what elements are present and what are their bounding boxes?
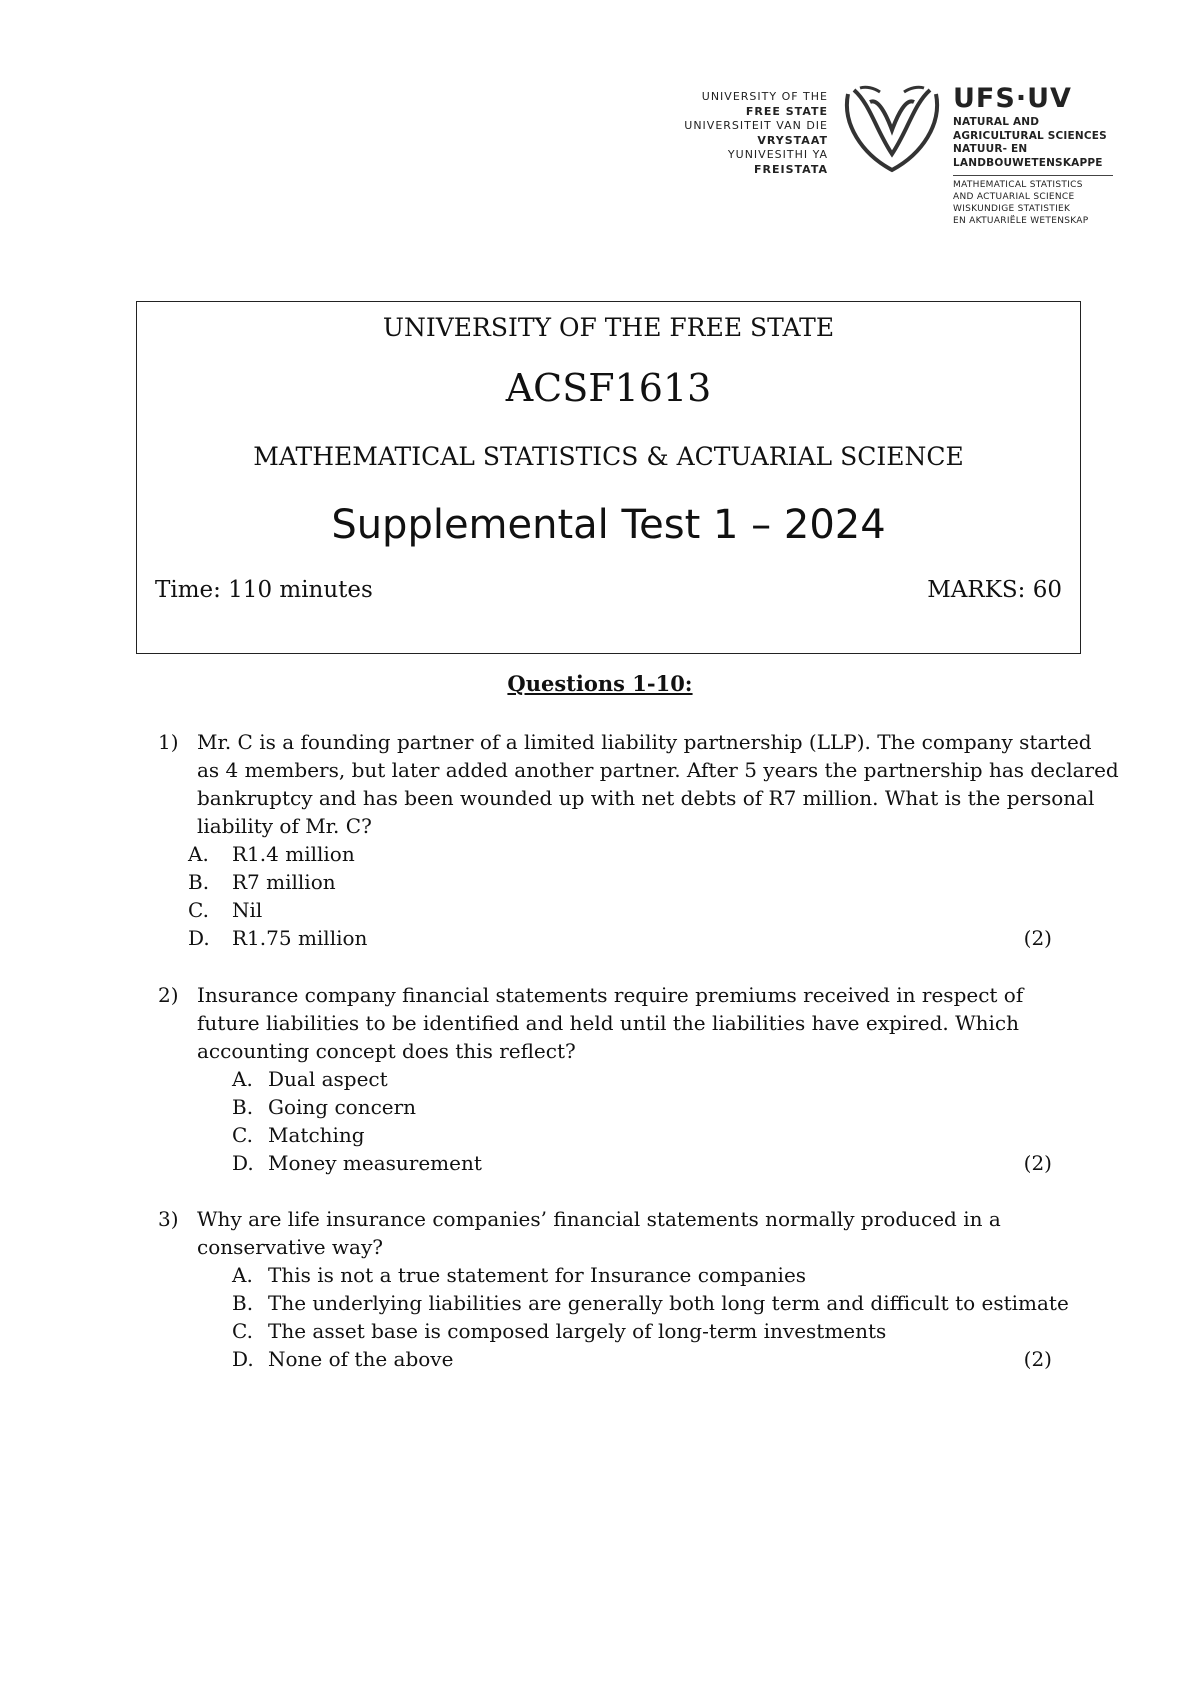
- question-marks: (2): [1023, 1347, 1052, 1371]
- question-text-line: accounting concept does this reflect?: [197, 1039, 576, 1063]
- logo-faculty-names: [953, 116, 1153, 170]
- option-letter: B.: [232, 1095, 254, 1119]
- title-box: [136, 301, 1081, 654]
- question-text-line: liability of Mr. C?: [197, 814, 372, 838]
- question-text-line: conservative way?: [197, 1235, 383, 1259]
- option-letter: D.: [188, 926, 210, 950]
- option-text: This is not a true statement for Insurance companies: [268, 1263, 807, 1287]
- option-letter: D.: [232, 1151, 254, 1175]
- option-letter: A.: [232, 1067, 253, 1091]
- option-text: Going concern: [268, 1095, 417, 1119]
- course-code: ACSF1613: [505, 366, 712, 410]
- option-letter: C.: [188, 898, 209, 922]
- option-text: R1.4 million: [232, 842, 355, 866]
- logo-department-names: [953, 179, 1153, 227]
- logo-left-line: UNIVERSITY OF THE: [701, 90, 828, 103]
- logo-faculty-line: AGRICULTURAL SCIENCES: [953, 129, 1107, 142]
- section-heading: Questions 1-10:: [507, 671, 693, 696]
- option-text: R7 million: [232, 870, 336, 894]
- logo-faculty-line: NATURAL AND: [953, 116, 1040, 128]
- option-text: Nil: [232, 898, 263, 922]
- logo-dept-line: WISKUNDIGE STATISTIEK: [953, 204, 1071, 214]
- question-number: 2): [158, 983, 179, 1007]
- question-number: 3): [158, 1207, 179, 1231]
- logo-left-line: FREISTATA: [754, 162, 828, 176]
- option-text: Matching: [268, 1123, 365, 1147]
- question-text-line: bankruptcy and has been wounded up with net debts of R7 million. What is the personal: [197, 786, 1095, 810]
- logo-dept-line: EN AKTUARIËLE WETENSKAP: [953, 216, 1089, 226]
- logo-brand: UFS·UV: [953, 83, 1072, 114]
- option-text: The underlying liabilities are generally both long term and difficult to estimate: [268, 1291, 1069, 1315]
- option-letter: D.: [232, 1347, 254, 1371]
- logo-divider: [953, 175, 1113, 176]
- question-text-line: as 4 members, but later added another partner. After 5 years the partnership has declared: [197, 758, 1119, 782]
- option-letter: A.: [188, 842, 209, 866]
- logo-faculty-line: LANDBOUWETENSKAPPE: [953, 156, 1103, 169]
- question-marks: (2): [1023, 1151, 1052, 1175]
- time-allowed: Time: 110 minutes: [155, 577, 373, 603]
- logo-dept-line: MATHEMATICAL STATISTICS: [953, 180, 1083, 190]
- question-marks: (2): [1023, 926, 1052, 950]
- option-letter: B.: [232, 1291, 254, 1315]
- university-name: UNIVERSITY OF THE FREE STATE: [382, 313, 835, 342]
- logo-dept-line: AND ACTUARIAL SCIENCE: [953, 192, 1075, 202]
- test-title: Supplemental Test 1 – 2024: [331, 502, 886, 548]
- department-name: MATHEMATICAL STATISTICS & ACTUARIAL SCIENCE: [253, 442, 964, 471]
- option-letter: C.: [232, 1319, 253, 1343]
- logo-left-line: YUNIVESITHI YA: [727, 148, 828, 161]
- total-marks: MARKS: 60: [927, 577, 1062, 603]
- option-text: Money measurement: [268, 1151, 482, 1175]
- option-text: R1.75 million: [232, 926, 368, 950]
- question-text-line: Insurance company financial statements require premiums received in respect of: [197, 983, 1024, 1007]
- question-number: 1): [158, 730, 179, 754]
- option-letter: C.: [232, 1123, 253, 1147]
- ufs-logo: [620, 84, 1140, 244]
- question-text-line: Why are life insurance companies’ financial statements normally produced in a: [197, 1207, 1001, 1231]
- ufs-emblem-icon: [840, 84, 944, 176]
- logo-left-line: VRYSTAAT: [757, 133, 828, 147]
- logo-faculty-block: [953, 84, 1153, 227]
- logo-university-names: [620, 90, 828, 177]
- question-text-line: future liabilities to be identified and held until the liabilities have expired. Which: [197, 1011, 1020, 1035]
- option-text: Dual aspect: [268, 1067, 388, 1091]
- logo-left-line: FREE STATE: [745, 104, 828, 118]
- logo-faculty-line: NATUUR- EN: [953, 143, 1028, 155]
- option-letter: A.: [232, 1263, 253, 1287]
- logo-left-line: UNIVERSITEIT VAN DIE: [684, 119, 828, 132]
- option-letter: B.: [188, 870, 210, 894]
- option-text: The asset base is composed largely of long-term investments: [268, 1319, 887, 1343]
- question-text-line: Mr. C is a founding partner of a limited liability partnership (LLP). The company started: [197, 730, 1092, 754]
- option-text: None of the above: [268, 1347, 454, 1371]
